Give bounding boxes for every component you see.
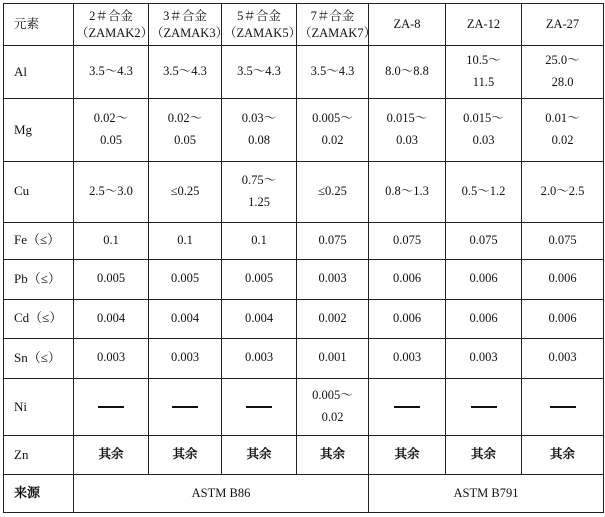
source-row [4,475,604,513]
cell-value: 10.5～ 11.5 [466,53,501,90]
table-cell [446,259,522,299]
cell-value: 0.003 [392,350,422,365]
cell-value: 0.1 [251,232,267,247]
row-label: Mg [4,99,74,161]
row-label: Pb（≤） [4,259,74,299]
cell-value: 0.1 [103,232,119,247]
table-cell [522,99,604,161]
table-cell [369,46,446,99]
cell-value: 0.015～ 0.03 [386,111,428,147]
column-header-line2: （ZAMAK5） [224,25,302,40]
cell-value: 25.0～ 28.0 [545,53,580,90]
table-cell [149,99,222,161]
cell-value: 0.006 [392,271,422,286]
table-cell [522,46,604,99]
table-body [4,46,604,475]
table-cell [297,99,369,161]
row-label: Sn（≤） [4,339,74,379]
column-header-line1: 5＃合金 [237,8,281,23]
cell-value: 0.02～ 0.05 [93,111,129,147]
cell-value: 0.005～ 0.02 [312,111,353,147]
cell-value: 0.03～ 0.08 [241,111,277,147]
table-row [4,378,604,436]
table-cell [222,299,297,339]
row-label: Ni [4,378,74,436]
table-row [4,259,604,299]
table-cell [446,339,522,379]
column-header-line2: （ZAMAK7） [299,25,377,40]
cell-value: 0.004 [170,310,200,325]
cell-value: ≤0.25 [318,183,347,198]
table-cell [222,436,297,475]
column-header-line1: ZA-8 [393,17,421,32]
column-header-line1: ZA-27 [545,17,580,32]
row-label: Al [4,46,74,99]
cell-value: 0.006 [469,310,498,325]
row-label: Zn [4,436,74,475]
table-cell [369,161,446,222]
cell-value: 0.02～ 0.05 [167,111,203,147]
table-cell [446,161,522,222]
table-cell [369,436,446,475]
cell-value: 0.006 [392,310,422,325]
source-left: ASTM B86 [74,475,369,513]
column-header-line1: 3＃合金 [163,8,207,23]
row-label: Cu [4,161,74,222]
table-cell [222,378,297,436]
table-cell [522,436,604,475]
cell-value: 0.006 [548,310,577,325]
cell-value: 0.002 [318,310,347,325]
table-cell [297,436,369,475]
cell-value: 3.5～4.3 [89,64,133,79]
table-cell [74,436,149,475]
cell-value [471,406,497,408]
table-row [4,46,604,99]
source-right: ASTM B791 [369,475,604,513]
column-header [149,4,229,46]
cell-value: 其余 [98,447,124,462]
cell-value: 0.005 [244,271,274,286]
table-row [4,99,604,161]
column-header [446,4,522,46]
table-cell [149,222,222,259]
column-header-line1: 7＃合金 [310,8,355,23]
table-cell [522,259,604,299]
cell-value: 0.01～ 0.02 [545,111,580,147]
cell-value: 0.003 [469,350,498,365]
table-cell [297,46,369,99]
cell-value: 2.5～3.0 [89,183,133,198]
cell-value: 0.003 [318,271,347,286]
table-cell [369,222,446,259]
table-cell [222,339,297,379]
cell-value: 其余 [394,447,420,462]
cell-value: 0.075 [469,232,498,247]
cell-value: 0.006 [548,271,577,286]
cell-value [550,406,576,408]
table-cell [222,259,297,299]
table-cell [446,46,522,99]
table-cell [74,339,149,379]
table-cell [222,161,297,222]
table-cell [446,99,522,161]
cell-value: 0.004 [96,310,126,325]
table-cell [522,222,604,259]
table-cell [149,378,222,436]
cell-value: 0.006 [469,271,498,286]
cell-value: 0.003 [96,350,126,365]
cell-value: 2.0～2.5 [540,183,585,198]
column-header-line2: （ZAMAK2） [76,25,154,40]
row-label: Fe（≤） [4,222,74,259]
table-row [4,436,604,475]
table-cell [369,339,446,379]
table-cell [149,259,222,299]
table-cell [297,161,369,222]
table-cell [369,259,446,299]
table-cell [149,46,222,99]
cell-value: 0.005 [170,271,200,286]
table-cell [297,378,369,436]
cell-value: 0.075 [392,232,422,247]
table-cell [149,436,222,475]
cell-value: 3.5～4.3 [237,64,281,79]
table-row [4,222,604,259]
cell-value: 3.5～4.3 [310,64,355,79]
cell-value: 其余 [246,447,272,462]
table-cell [149,339,222,379]
cell-value: 其余 [549,447,575,462]
cell-value: 0.75～ 1.25 [241,172,277,209]
cell-value [172,406,198,408]
cell-value: ≤0.25 [170,183,200,198]
column-header [74,4,154,46]
source-label: 来源 [4,475,74,513]
cell-value: 3.5～4.3 [163,64,207,79]
table-cell [369,378,446,436]
cell-value [394,406,420,408]
table-cell [297,299,369,339]
table-cell [369,99,446,161]
table-cell [297,339,369,379]
table-cell [522,378,604,436]
cell-value: 0.005～ 0.02 [312,388,353,425]
cell-value: 0.8～1.3 [385,183,429,198]
table-cell [369,299,446,339]
column-header [369,4,446,46]
row-label: Cd（≤） [4,299,74,339]
table-cell [222,46,297,99]
cell-value: 0.075 [318,232,347,247]
cell-value: 0.015～ 0.03 [463,111,504,147]
table-cell [222,99,297,161]
table-cell [522,299,604,339]
table-cell [297,259,369,299]
table-cell [446,378,522,436]
cell-value: 0.003 [170,350,200,365]
table-cell [446,299,522,339]
cell-value: 其余 [172,447,198,462]
table-row [4,299,604,339]
cell-value: 0.005 [96,271,126,286]
cell-value: 0.075 [548,232,577,247]
cell-value: 0.5～1.2 [461,183,506,198]
column-header [297,4,377,46]
table-cell [149,161,222,222]
cell-value: 0.1 [177,232,193,247]
corner-header: 元素 [4,4,74,46]
cell-value: 0.001 [318,350,347,365]
table-cell [522,161,604,222]
table-cell [74,378,149,436]
column-header-line2: （ZAMAK3） [151,25,229,40]
table-cell [74,299,149,339]
table-cell [74,259,149,299]
table-cell [74,161,149,222]
table-cell [149,299,222,339]
cell-value: 0.004 [244,310,274,325]
table-cell [74,99,149,161]
cell-value: 0.003 [548,350,577,365]
column-header [522,4,604,46]
table-cell [74,222,149,259]
cell-value [98,406,124,408]
table-cell [446,436,522,475]
table-cell [446,222,522,259]
table-row [4,339,604,379]
column-header [222,4,302,46]
cell-value: 8.0～8.8 [385,64,429,79]
cell-value: 其余 [470,447,496,462]
cell-value: 其余 [319,447,345,462]
header-row [4,4,604,46]
alloy-composition-table [3,3,604,513]
cell-value [246,406,272,408]
column-header-line1: 2＃合金 [89,8,133,23]
column-header-line1: ZA-12 [466,17,501,32]
table-cell [74,46,149,99]
table-cell [522,339,604,379]
cell-value: 0.003 [244,350,274,365]
table-cell [222,222,297,259]
table-cell [297,222,369,259]
table-row [4,161,604,222]
